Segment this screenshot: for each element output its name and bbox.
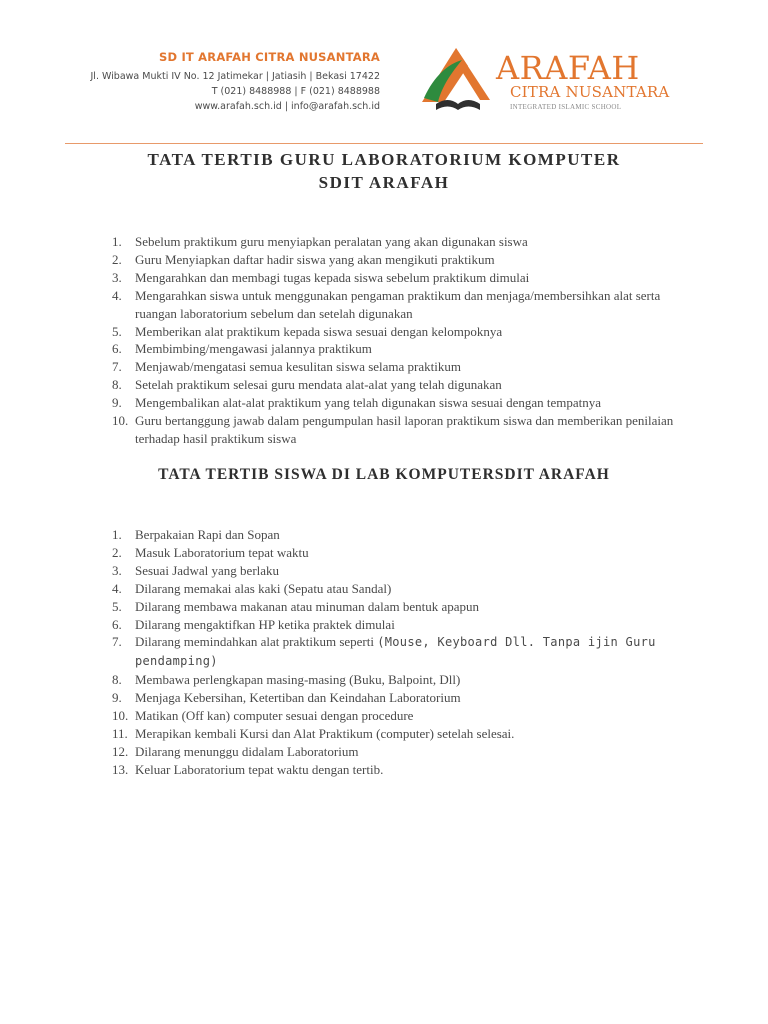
item-number: 10. [112, 708, 129, 724]
list-item [112, 633, 702, 671]
item-text: Matikan (Off kan) computer sesuai dengan procedure [135, 708, 414, 724]
item-number: 7. [112, 359, 122, 375]
item-number: 8. [112, 377, 122, 393]
list-item [112, 287, 702, 323]
item-number: 4. [112, 580, 122, 596]
item-text: Dilarang membawa makanan atau minuman dalam bentuk apapun [135, 598, 480, 614]
item-text: Membimbing/mengawasi jalannya praktikum [135, 341, 372, 357]
item-number: 11. [112, 725, 128, 741]
item-text: Dilarang mengaktifkan HP ketika praktek dimulai [135, 616, 395, 632]
item-text: Sesuai Jadwal yang berlaku [135, 562, 280, 578]
item-text: Masuk Laboratorium tepat waktu [135, 544, 309, 560]
list-item [112, 526, 702, 544]
list-item [112, 544, 702, 562]
item-text: Sebelum praktikum guru menyiapkan peralatan yang akan digunakan siswa [135, 234, 528, 249]
school-name: SD IT ARAFAH CITRA NUSANTARA [159, 50, 380, 64]
item-text: Keluar Laboratorium tepat waktu dengan tertib. [135, 761, 384, 777]
item-number: 1. [112, 527, 122, 542]
item-text: Membawa perlengkapan masing-masing (Buku, Balpoint, Dll) [135, 672, 461, 688]
item-text: Mengarahkan dan membagi tugas kepada siswa sebelum praktikum dimulai [135, 269, 530, 285]
item-number: 6. [112, 616, 122, 632]
item-text: Mengembalikan alat-alat praktikum yang telah digunakan siswa sesuai dengan tempatnya [135, 395, 602, 411]
item-number: 9. [112, 690, 122, 706]
list-item [112, 671, 702, 689]
item-text: Setelah praktikum selesai guru mendata alat-alat yang telah digunakan [135, 377, 502, 393]
item-number: 7. [112, 634, 122, 650]
item-number: 6. [112, 341, 122, 357]
item-number: 9. [112, 395, 122, 411]
item-text: Mengarahkan siswa untuk menggunakan pengaman praktikum dan menjaga/membersihkan alat serta ruangan laboratorium sebelum dan setelah digunakan [135, 287, 661, 321]
list-item [112, 707, 702, 725]
item-number: 4. [112, 287, 122, 303]
school-phone-fax: T (021) 8488988 | F (021) 8488988 [211, 86, 380, 97]
list-item [112, 743, 702, 761]
item-text: Dilarang menunggu didalam Laboratorium [135, 743, 359, 759]
item-number: 13. [112, 761, 129, 777]
item-number: 2. [112, 251, 122, 267]
section1-title-line1: TATA TERTIB GURU LABORATORIUM KOMPUTER [147, 150, 621, 169]
list-item [112, 251, 702, 269]
list-item [112, 269, 702, 287]
student-rules-list [112, 526, 702, 779]
item-number: 2. [112, 544, 122, 560]
item-number: 12. [112, 743, 129, 759]
item-number: 10. [112, 413, 129, 429]
item-text: Guru Menyiapkan daftar hadir siswa yang akan mengikuti praktikum [135, 251, 495, 267]
item-text-emphasis: (Mouse, Keyboard Dll. Tanpa ijin Guru pendamping) [135, 635, 656, 669]
letterhead-contact [60, 50, 380, 114]
item-number: 1. [112, 234, 122, 249]
list-item [112, 761, 702, 779]
header-divider [65, 143, 703, 144]
list-item [112, 580, 702, 598]
item-number: 3. [112, 562, 122, 578]
list-item [112, 725, 702, 743]
item-text: Berpakaian Rapi dan Sopan [135, 527, 280, 542]
teacher-rules-list [112, 233, 702, 448]
list-item [112, 233, 702, 251]
logo-wordmark: ARAFAH [496, 49, 640, 87]
school-logo [418, 42, 678, 117]
section1-title-line2: SDIT ARAFAH [318, 173, 450, 192]
item-number: 5. [112, 598, 122, 614]
item-number: 5. [112, 323, 122, 339]
list-item [112, 376, 702, 394]
item-text: Menjawab/mengatasi semua kesulitan siswa selama praktikum [135, 359, 461, 375]
item-text: Menjaga Kebersihan, Ketertiban dan Keindahan Laboratorium [135, 690, 461, 706]
logo-subline: CITRA NUSANTARA [510, 83, 670, 101]
arafah-dome-book-icon [418, 42, 498, 114]
item-number: 3. [112, 269, 122, 285]
item-text: Merapikan kembali Kursi dan Alat Praktikum (computer) setelah selesai. [135, 725, 515, 741]
list-item [112, 689, 702, 707]
item-text: Dilarang memindahkan alat praktikum seperti [135, 634, 378, 650]
item-text: Memberikan alat praktikum kepada siswa sesuai dengan kelompoknya [135, 323, 503, 339]
item-number: 8. [112, 672, 122, 688]
logo-tagline: INTEGRATED ISLAMIC SCHOOL [510, 103, 622, 111]
list-item [112, 340, 702, 358]
school-address: Jl. Wibawa Mukti IV No. 12 Jatimekar | Jatiasih | Bekasi 17422 [90, 71, 380, 82]
item-text: Guru bertanggung jawab dalam pengumpulan hasil laporan praktikum siswa dan memberikan penilaian terhadap hasil praktikum siswa [135, 413, 674, 446]
list-item [112, 323, 702, 341]
school-web-email: www.arafah.sch.id | info@arafah.sch.id [194, 101, 380, 112]
list-item [112, 616, 702, 634]
item-text: Dilarang memakai alas kaki (Sepatu atau Sandal) [135, 580, 392, 596]
list-item [112, 358, 702, 376]
list-item [112, 412, 702, 448]
list-item [112, 394, 702, 412]
list-item [112, 598, 702, 616]
section2-title: TATA TERTIB SISWA DI LAB KOMPUTERSDIT ARAFAH [158, 466, 610, 483]
section1-title [60, 148, 708, 194]
list-item [112, 562, 702, 580]
